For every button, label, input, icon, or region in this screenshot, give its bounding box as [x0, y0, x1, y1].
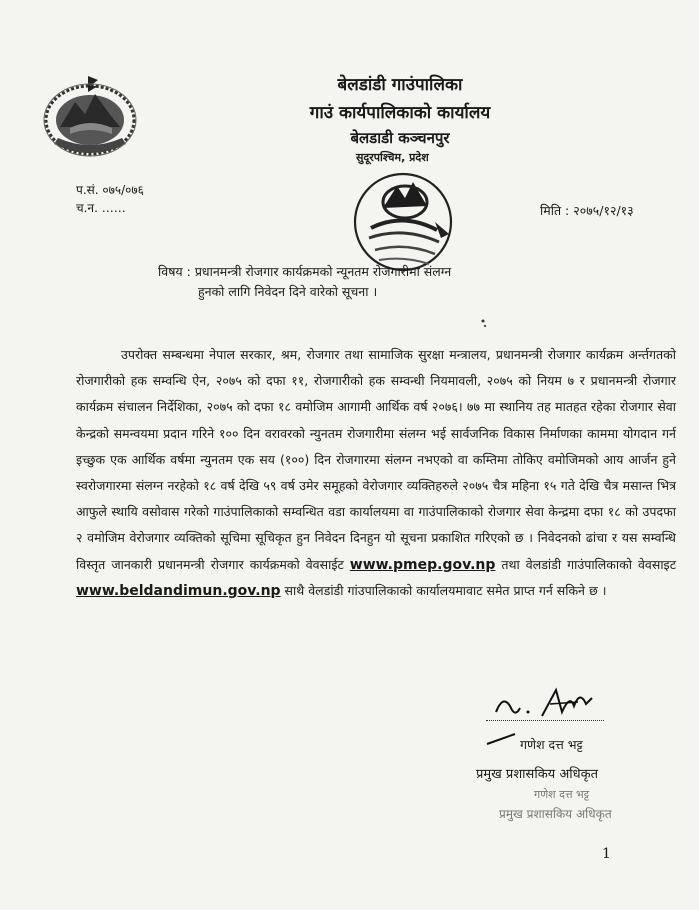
signer-stamp-title: प्रमुख प्रशासकिय अधिकृत	[499, 807, 612, 821]
beldandi-website-link[interactable]: www.beldandimun.gov.np	[76, 582, 281, 599]
subject	[158, 262, 558, 302]
handwritten-signature-icon	[490, 682, 610, 722]
municipality-name: बेलडांडी गाउंपालिका	[337, 75, 463, 95]
ink-speck-icon	[480, 318, 488, 330]
signer-name: गणेश दत्त भट्ट	[520, 737, 583, 752]
reference-number: प.सं. ०७५/०७६	[76, 183, 144, 197]
signer-title: प्रमुख प्रशासकिय अधिकृत	[476, 767, 599, 782]
office-name: गाउं कार्यपालिकाको कार्यालय	[309, 103, 491, 123]
subject-line-1: विषय : प्रधानमन्त्री रोजगार कार्यक्रमको न्यूनतम रोजगारीमा संलग्न	[158, 264, 452, 279]
office-seal-icon	[345, 168, 463, 276]
body-text-part-2: तथा वेलडांडी गाउंपालिकाको वेवसाइट	[495, 556, 676, 572]
office-address: बेलडाडी कञ्चनपुर	[350, 129, 450, 147]
dispatch-number: च.न. ……	[76, 201, 126, 215]
signer-stamp-name: गणेश दत्त भट्ट	[534, 788, 590, 801]
subject-line-2: हुनको लागि निवेदन दिने वारेको सूचना ।	[198, 284, 378, 299]
body-text-part-1: उपरोक्त सम्बन्धमा नेपाल सरकार, श्रम, रोजगार तथा सामाजिक सुरक्षा मन्त्रालय, प्रधानमन्त्री रोजगार कार्यक्रम अर्न्तगतको रोजगारीको हक सम्वन्धि ऐन, २०७५ को दफा ११, रोजगारीको हक सम्वन्धी नियमावली, २०७५ को नियम ७ र प्रधानमन्त्री रोजगार कार्यक्रम संचालन निर्देशिका, २०७५ को दफा १८ वमोजिम आगामी आर्थिक वर्ष २०७६। ७७ मा स्थानिय तह मातहत रहेका रोजगार सेवा केन्द्रको समन्वयमा प्रदान गरिने १०० दिन वरावरको न्युनतम रोजगारीमा संलग्न भई सार्वजनिक विकास निर्माणका काममा योगदान गर्न इच्छुक एक आर्थिक वर्षमा न्युनतम एक सय (१००) दिन रोजगारमा संलग्न नभएको वा कम्तिमा तोकिए वमोजिमको आय आर्जन हुने स्वरोजगारमा संलग्न नरहेको १८ वर्ष देखि ५९ वर्ष उमेर समूहको वेरोजगार व्यक्तिहरुले २०७५ चैत्र महिना १५ गते देखि चैत्र मसान्त भित्र आफुले स्थायि वसोवास गरेको गाउंपालिकाको सम्वन्धित वडा कार्यालयमा वा गाउंपालिकाको रोजगार सेवा केन्द्रमा दफा १८ को उपदफा २ वमोजिम वेरोजगार व्यक्तिको सूचिमा सूचिकृत हुन निवेदन दिनहुन यो सूचना प्रकाशित गरिएको छ । निवेदनको ढांचा र यस सम्वन्धि विस्तृत जानकारी प्रधानमन्त्री रोजगार कार्यक्रमको वेवसाईट	[76, 347, 676, 572]
page-number: 1	[602, 846, 611, 862]
signature-line	[486, 720, 604, 721]
notice-body	[76, 342, 676, 604]
province-name: सुदूरपश्चिम, प्रदेश	[356, 151, 429, 164]
signature-stroke-icon	[485, 732, 517, 746]
notice-date: मिति : २०७५/१२/१३	[540, 203, 634, 218]
body-text-part-3: साथै वेलडांडी गांउपालिकाको कार्यालयमावाट समेत प्राप्त गर्न सकिने छ ।	[280, 582, 607, 598]
nepal-emblem-icon	[40, 72, 140, 158]
pmep-website-link[interactable]: www.pmep.gov.np	[349, 556, 496, 573]
